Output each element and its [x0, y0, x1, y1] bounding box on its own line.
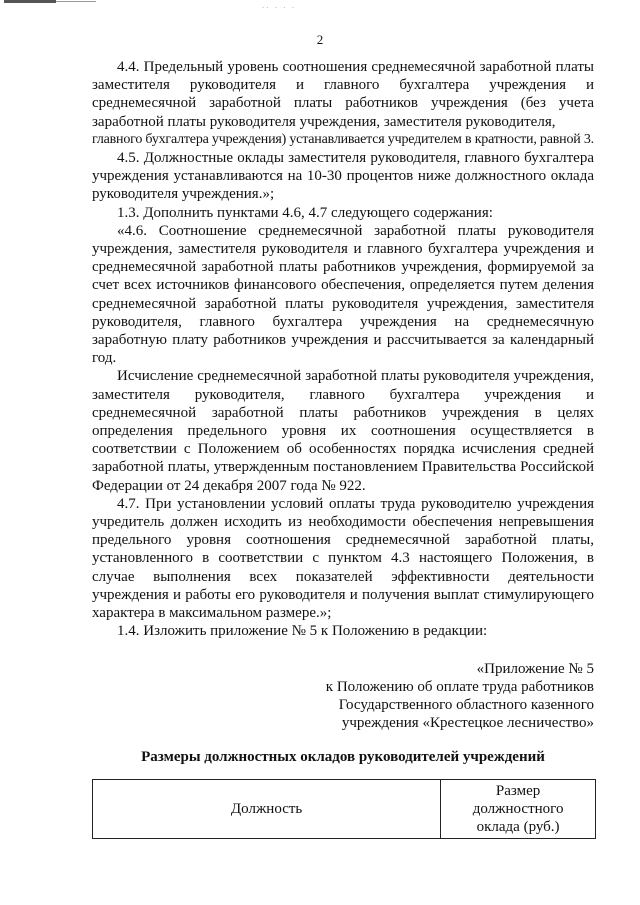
appendix-line: «Приложение № 5 [476, 661, 594, 677]
paragraph-4-5: 4.5. Должностные оклады заместителя руководителя, главного бухгалтера учреждения устанавливаются на 10-30 процентов ниже должностного оклада руководителя учреждения.»; [92, 150, 594, 203]
paragraph-4-4: 4.4. Предельный уровень соотношения среднемесячной заработной платы заместителя руководителя и главного бухгалтера учреждения и среднемесячной заработной платы работников учреждения (без учета заработной платы руководителя учреждения, заместителя руководителя, [92, 59, 594, 130]
paragraph-calculation: Исчисление среднемесячной заработной платы руководителя учреждения, заместителя руководителя, главного бухгалтера учреждения и среднемесячной заработной платы работников учреждения в целях определения предельного уровня их соотношения осуществляется в соответствии с Положением об особенностях порядка исчисления средней заработной платы, утвержденным постановлением Правительства Российской Федерации от 24 декабря 2007 года № 922. [92, 368, 594, 494]
appendix-line: к Положению об оплате труда работников [325, 679, 594, 695]
header-salary [441, 780, 596, 839]
scan-dots: .. . . . [262, 0, 296, 10]
header-position: Должность [93, 780, 441, 839]
paragraph-1-3: 1.3. Дополнить пунктами 4.6, 4.7 следующего содержания: [117, 204, 493, 221]
scan-mark [4, 0, 56, 3]
paragraph-1-4: 1.4. Изложить приложение № 5 к Положению в редакции: [117, 623, 488, 640]
header-salary-line: должностного [472, 801, 564, 817]
appendix-line: учреждения «Крестецкое лесничество» [341, 715, 594, 731]
header-salary-line: оклада (руб.) [476, 819, 560, 835]
salary-table [92, 779, 596, 839]
appendix-line: Государственного областного казенного [338, 697, 594, 713]
appendix-heading [326, 660, 594, 732]
page-number: 2 [316, 32, 324, 47]
table-title: Размеры должностных окладов руководителей учреждений [141, 749, 545, 765]
table-header-row [93, 780, 596, 839]
paragraph-4-7: 4.7. При установлении условий оплаты труда руководителю учреждения учредитель должен исходить из необходимости обеспечения непревышения предельного уровня соотношения среднемесячной заработной платы, установленного в соответствии с пунктом 4.3 настоящего Положения, в случае выполнения всех показателей эффективности деятельности учреждения и работы его руководителя и получения выплат стимулирующего характера в максимальном размере.»; [92, 495, 594, 622]
scan-mark [56, 1, 96, 2]
paragraph-4-6: «4.6. Соотношение среднемесячной заработной платы руководителя учреждения, заместителя руководителя и главного бухгалтера учреждения и среднемесячной заработной платы работников учреждения, формируемой за счет всех источников финансового обеспечения, определяется путем деления среднемесячной заработной платы руководителя учреждения, заместителя руководителя, главного бухгалтера учреждения на среднемесячную заработную плату работников учреждения и рассчитывается за календарный год. [92, 222, 594, 367]
document-body [92, 58, 594, 641]
header-salary-line: Размер [495, 783, 541, 799]
paragraph-4-4-end: главного бухгалтера учреждения) устанавливается учредителем в кратности, равной 3. [92, 131, 594, 147]
